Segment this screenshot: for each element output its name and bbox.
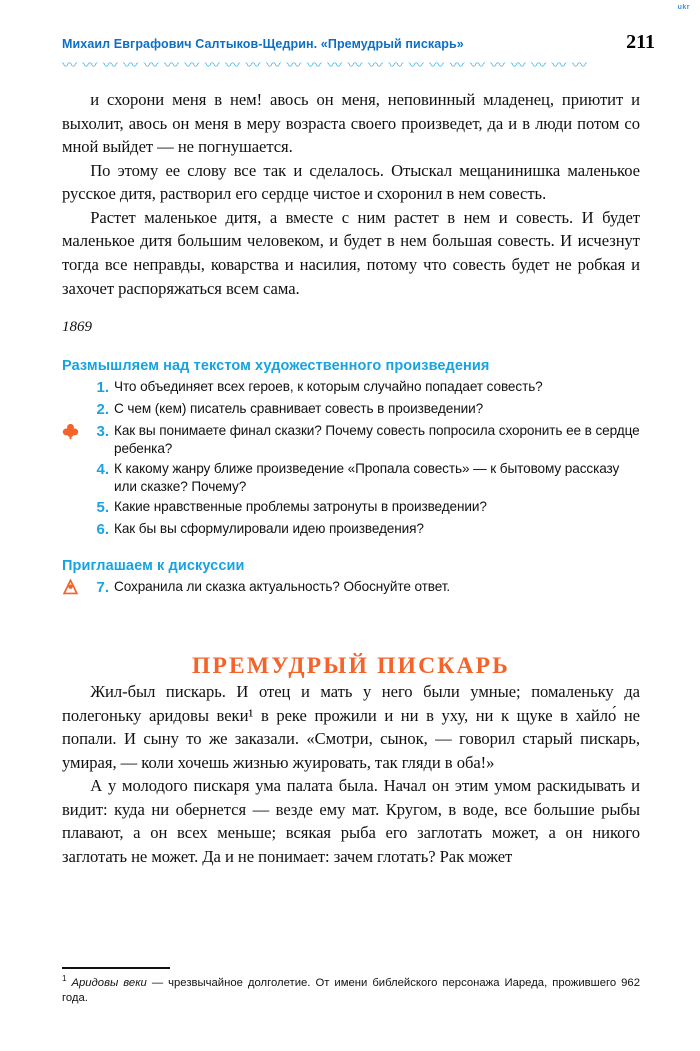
discussion-heading: Приглашаем к дискуссии: [62, 558, 245, 575]
footnote-term: Аридовы веки: [71, 976, 147, 989]
running-head-title: Михаил Евграфович Салтыков-Щедрин. «Премудрый пискарь»: [62, 37, 464, 51]
discussion-icon-svg: [62, 579, 79, 596]
task-number: 5.: [96, 499, 109, 517]
task-item: [62, 578, 640, 598]
task-text: Какие нравственные проблемы затронуты в произведении?: [114, 499, 487, 515]
task-text: Как вы понимаете финал сказки? Почему совесть попросила схоронить ее в сердце ребенка?: [114, 422, 640, 457]
task-number: 6.: [96, 521, 109, 539]
task-item: [62, 378, 640, 398]
paragraph: По этому ее слову все так и сделалось. Отыскал мещанинишка маленькое русское дитя, растворил его сердце чистое и схоронил в нем совесть.: [62, 160, 640, 204]
flower-icon-svg: [62, 423, 79, 440]
tasks-list: [62, 378, 640, 540]
task-number: 3.: [96, 422, 109, 440]
task-item: [62, 422, 640, 458]
publication-year: 1869: [62, 319, 92, 336]
task-item: [62, 520, 640, 540]
footnote-text: [62, 974, 640, 1006]
tasks-heading: Размышляем над текстом художественного произведения: [62, 358, 490, 375]
task-number: 4.: [96, 461, 109, 479]
ornament-divider: 〰 〰 〰 〰 〰 〰 〰 〰 〰 〰 〰 〰 〰 〰 〰 〰 〰 〰 〰 〰 〰 〰 〰 〰 〰 〰: [62, 57, 593, 73]
page-number: 211: [626, 31, 655, 53]
page-content: [62, 88, 640, 869]
task-item: [62, 400, 640, 420]
task-text: Что объединяет всех героев, к которым случайно попадает совесть?: [114, 379, 543, 395]
running-head: [62, 32, 655, 52]
footnote-rule: [62, 967, 170, 969]
task-text: К какому жанру ближе произведение «Пропала совесть» — к бытовому рассказу или сказке? Почему?: [114, 461, 620, 495]
task-number: 2.: [96, 401, 109, 418]
task-number: 1.: [96, 379, 109, 397]
task-text: С чем (кем) писатель сравнивает совесть в произведении?: [114, 401, 484, 416]
discussion-icon: [62, 579, 79, 596]
task-text: Сохранила ли сказка актуальность? Обоснуйте ответ.: [114, 579, 451, 595]
story-title: ПРЕМУДРЫЙ ПИСКАРЬ: [192, 653, 510, 680]
footnote-marker: 1: [62, 974, 67, 983]
paragraph: А у молодого пискаря ума палата была. Начал он этим умом раскидывать и видит: куда ни обернется — везде ему мат. Кругом, в воде, все большие рыбы плавают, а он всех меньше; всякая рыба его заглотать может, а он никого заглотать не может. Да и не понимает: зачем глотать? Рак может: [62, 776, 640, 866]
corner-watermark: ukr: [677, 4, 690, 11]
paragraph: и схорони меня в нем! авось он меня, неповинный младенец, приютит и выхолит, авось он меня в меру возраста своего произведет, да и в люди потом со мной выйдет — не погнушается.: [62, 90, 640, 157]
task-text: Как бы вы сформулировали идею произведения?: [114, 521, 424, 537]
task-number: 7.: [96, 579, 109, 597]
footnote-block: [62, 967, 640, 1006]
discussion-list: [62, 578, 640, 598]
flower-icon: [62, 423, 79, 440]
task-item: [62, 460, 640, 496]
task-item: [62, 498, 640, 518]
paragraph: Жил-был пискарь. И отец и мать у него были умные; помаленьку да полегоньку аридовы веки¹ в реке прожили и ни в уху, ни к щуке в хайло́ не попали. И сыну то же заказали. «Смотри, сынок, — говорил старый пискарь, умирая, — коли хочешь жизнью жуировать, так гляди в оба!»: [62, 682, 640, 772]
footnote-body: — чрезвычайное долголетие. От имени библейского персонажа Иареда, прожившего 962 года.: [62, 976, 640, 1005]
paragraph: Растет маленькое дитя, а вместе с ним растет в нем и совесть. И будет маленькое дитя большим человеком, и будет в нем большая совесть. И исчезнут тогда все неправды, коварства и насилия, потому что совесть будет не робкая и захочет распоряжаться всем сама.: [62, 207, 640, 298]
